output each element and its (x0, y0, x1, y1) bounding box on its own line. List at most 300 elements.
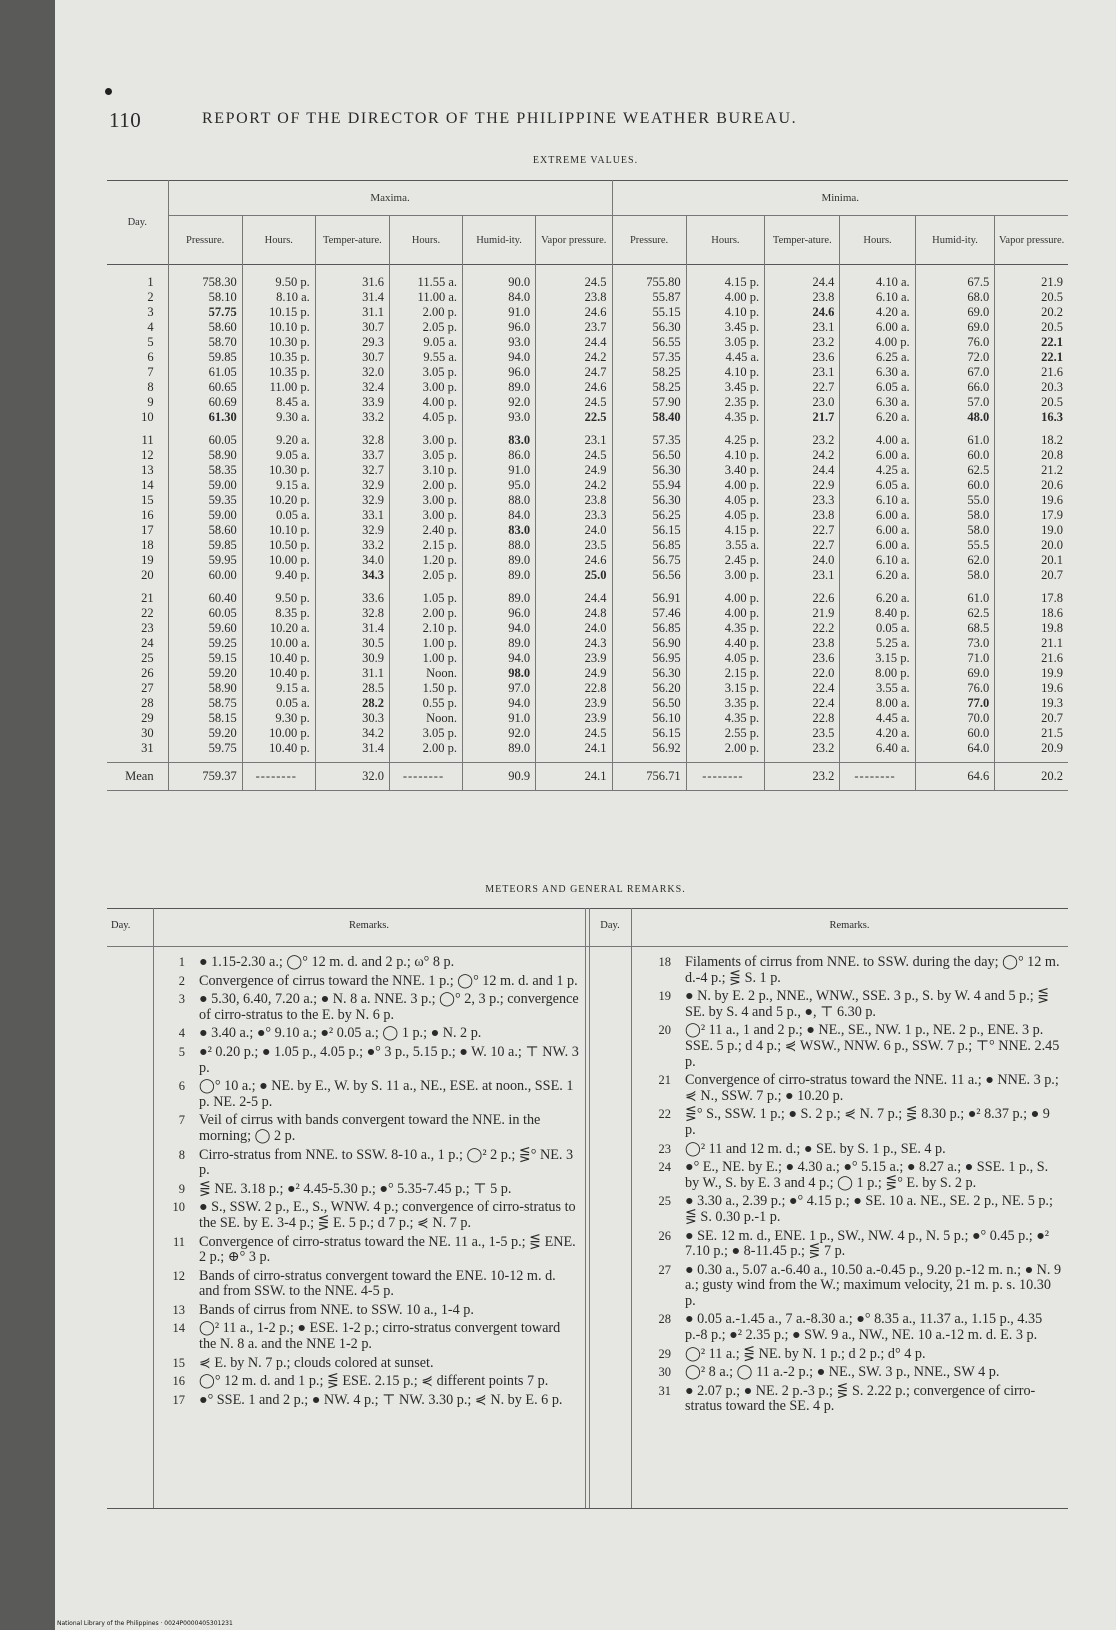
day-cell: 13 (141, 463, 154, 477)
value-cell: 10.00 p. (242, 726, 315, 741)
value-cell: 4.15 p. (686, 265, 765, 291)
table-row (107, 265, 1068, 291)
column-header: Hours. (686, 216, 765, 265)
remark-day: 23 (658, 1141, 671, 1156)
value-cell: 89.0 (463, 741, 536, 763)
remark-text: Bands of cirrus from NNE. to SSW. 10 a., 1-4 p. (199, 1301, 474, 1318)
value-cell: 60.65 (168, 380, 242, 395)
value-cell: 59.20 (168, 726, 242, 741)
value-cell: 23.2 (765, 335, 840, 350)
value-cell: 24.1 (536, 741, 612, 763)
value-cell: 3.55 a. (686, 538, 765, 553)
remark-entry (658, 1345, 1063, 1363)
table-row (107, 335, 1068, 350)
value-cell: 21.2 (995, 463, 1068, 478)
value-cell: 57.90 (612, 395, 686, 410)
value-cell: 60.05 (168, 606, 242, 621)
value-cell: 71.0 (915, 651, 995, 666)
value-cell: 3.55 a. (840, 681, 915, 696)
remark-day: 20 (658, 1023, 671, 1038)
value-cell: 33.2 (315, 410, 389, 425)
rule (107, 1508, 1068, 1509)
value-cell: 31.1 (315, 666, 389, 681)
value-cell: 97.0 (463, 681, 536, 696)
value-cell: 23.8 (765, 290, 840, 305)
day-cell: 14 (141, 478, 154, 492)
value-cell: 56.55 (612, 335, 686, 350)
day-cell: 9 (147, 395, 154, 409)
value-cell: 2.35 p. (686, 395, 765, 410)
table-row (107, 636, 1068, 651)
column-header: Temper-ature. (315, 216, 389, 265)
remark-entry (172, 1320, 579, 1353)
value-cell: 9.15 a. (242, 478, 315, 493)
value-cell: 94.0 (463, 350, 536, 365)
value-cell: 3.35 p. (686, 696, 765, 711)
value-cell: 24.5 (536, 448, 612, 463)
value-cell: 1.00 p. (389, 651, 462, 666)
remark-text: ●² 0.20 p.; ● 1.05 p., 4.05 p.; ●° 3 p., 5.15 p.; ● W. 10 a.; ⊤ NW. 3 p. (199, 1043, 579, 1076)
value-cell: 3.05 p. (389, 365, 462, 380)
value-cell: 69.0 (915, 320, 995, 335)
value-cell: 23.7 (536, 320, 612, 335)
value-cell: 3.00 p. (686, 568, 765, 583)
remark-day: 4 (178, 1026, 185, 1041)
value-cell: 6.40 a. (840, 741, 915, 763)
table-row (107, 380, 1068, 395)
value-cell: 91.0 (463, 711, 536, 726)
rule (107, 946, 1068, 947)
value-cell: 4.05 p. (389, 410, 462, 425)
table-row (107, 523, 1068, 538)
value-cell: 58.0 (915, 568, 995, 583)
value-cell: 4.25 a. (840, 463, 915, 478)
value-cell: 29.3 (315, 335, 389, 350)
value-cell: 23.8 (536, 493, 612, 508)
value-cell: 4.10 p. (686, 365, 765, 380)
value-cell: 11.00 a. (389, 290, 462, 305)
value-cell: 6.25 a. (840, 350, 915, 365)
remarks-left-column (172, 954, 579, 1411)
value-cell: 16.3 (995, 410, 1068, 425)
table-row (107, 741, 1068, 763)
value-cell: 58.0 (915, 523, 995, 538)
value-cell: 10.30 p. (242, 335, 315, 350)
day-cell: 4 (147, 320, 154, 334)
value-cell: 9.30 p. (242, 711, 315, 726)
value-cell: 22.8 (536, 681, 612, 696)
value-cell: 3.05 p. (389, 448, 462, 463)
value-cell: 24.7 (536, 365, 612, 380)
value-cell: 56.50 (612, 696, 686, 711)
remark-day: 31 (658, 1383, 671, 1398)
value-cell: 56.30 (612, 320, 686, 335)
value-cell: 56.50 (612, 448, 686, 463)
day-cell: 24 (141, 636, 154, 650)
value-cell: 61.30 (168, 410, 242, 425)
remark-text: Convergence of cirrus toward the NNE. 1 p.; ◯° 12 m. d. and 1 p. (199, 972, 578, 989)
value-cell: 24.8 (536, 606, 612, 621)
remark-text: ● N. by E. 2 p., NNE., WNW., SSE. 3 p., S. by W. 4 and 5 p.; ⋚ SE. by S. 4 and 5 p., ●, ⊤ 6.30 p. (685, 988, 1050, 1020)
remark-entry (172, 1267, 579, 1300)
value-cell: Noon. (389, 711, 462, 726)
value-cell: 55.0 (915, 493, 995, 508)
remark-day: 28 (658, 1312, 671, 1327)
value-cell: 24.2 (536, 478, 612, 493)
value-cell: 23.9 (536, 711, 612, 726)
value-cell: 30.7 (315, 320, 389, 335)
page-number: 110 (109, 108, 142, 132)
value-cell: 4.20 a. (840, 726, 915, 741)
value-cell: 96.0 (463, 320, 536, 335)
remark-day: 27 (658, 1262, 671, 1277)
remark-text: ● 1.15-2.30 a.; ◯° 12 m. d. and 2 p.; ω° 8 p. (199, 954, 455, 970)
value-cell: 3.00 p. (389, 508, 462, 523)
day-cell: 12 (141, 448, 154, 462)
value-cell: 58.60 (168, 523, 242, 538)
value-cell: 22.7 (765, 538, 840, 553)
value-cell: 2.45 p. (686, 553, 765, 568)
remark-text: Cirro-stratus from NNE. to SSW. 8-10 a., 1 p.; ◯² 2 p.; ⋚° NE. 3 p. (199, 1146, 574, 1179)
table-row (107, 350, 1068, 365)
value-cell: 59.15 (168, 651, 242, 666)
column-header: Hours. (389, 216, 462, 265)
day-cell: 20 (141, 568, 154, 582)
value-cell: 3.15 p. (840, 651, 915, 666)
remark-entry (178, 991, 579, 1023)
value-cell: 24.2 (765, 448, 840, 463)
value-cell: 32.4 (315, 380, 389, 395)
value-cell: 2.40 p. (389, 523, 462, 538)
remark-text: ◯² 11 a., 1-2 p.; ● ESE. 1-2 p.; cirro-stratus convergent toward the N. 8 a. and the NNE 1-2 p. (199, 1320, 561, 1353)
value-cell: 4.35 p. (686, 711, 765, 726)
value-cell: 20.5 (995, 320, 1068, 335)
value-cell: 28.2 (315, 696, 389, 711)
value-cell: 33.7 (315, 448, 389, 463)
value-cell: 4.00 p. (840, 335, 915, 350)
remark-entry (172, 1199, 579, 1231)
value-cell: 22.7 (765, 380, 840, 395)
value-cell: 56.25 (612, 508, 686, 523)
value-cell: 98.0 (463, 666, 536, 681)
value-cell: 3.45 p. (686, 380, 765, 395)
day-cell: 26 (141, 666, 154, 680)
remark-text: ⋚° S., SSW. 1 p.; ● S. 2 p.; ⋞ N. 7 p.; ⋚ 8.30 p.; ●² 8.37 p.; ● 9 p. (685, 1106, 1050, 1138)
value-cell: 10.10 p. (242, 320, 315, 335)
value-cell: 2.00 p. (389, 741, 462, 763)
column-rule (589, 908, 590, 1508)
value-cell: Noon. (389, 666, 462, 681)
value-cell: 94.0 (463, 621, 536, 636)
value-cell: 22.6 (765, 583, 840, 606)
value-cell: 60.40 (168, 583, 242, 606)
value-cell: 23.8 (765, 508, 840, 523)
value-cell: 20.7 (995, 568, 1068, 583)
day-cell: 21 (141, 591, 154, 605)
value-cell: 23.5 (536, 538, 612, 553)
remark-entry (658, 988, 1063, 1020)
value-cell: 28.5 (315, 681, 389, 696)
remark-text: ● 0.30 a., 5.07 a.-6.40 a., 10.50 a.-0.45 p., 9.20 p.-12 m. n.; ● N. 9 a.; gusty wind from the W.; maximum velocity, 21 m. p. s. 10.30 p. (685, 1261, 1062, 1309)
value-cell: 32.9 (315, 478, 389, 493)
value-cell: 4.05 p. (686, 508, 765, 523)
remarks-right-column (658, 954, 1063, 1418)
value-cell: 57.75 (168, 305, 242, 320)
value-cell: 3.10 p. (389, 463, 462, 478)
value-cell: 22.8 (765, 711, 840, 726)
value-cell: 93.0 (463, 335, 536, 350)
remark-day: 24 (658, 1160, 671, 1175)
value-cell: 94.0 (463, 696, 536, 711)
value-cell: 21.6 (995, 651, 1068, 666)
value-cell: 17.9 (995, 508, 1068, 523)
table-row (107, 320, 1068, 335)
remark-entry (658, 1193, 1063, 1225)
remark-day: 22 (658, 1107, 671, 1122)
day-cell: 27 (141, 681, 154, 695)
remark-entry (658, 1106, 1063, 1138)
table-row (107, 621, 1068, 636)
remarks-header-right: Remarks. (829, 920, 870, 931)
value-cell: 58.0 (915, 508, 995, 523)
value-cell: 9.15 a. (242, 681, 315, 696)
value-cell: 24.0 (765, 553, 840, 568)
day-header: Day. (127, 217, 147, 228)
remark-entry (178, 1146, 579, 1179)
value-cell: 21.1 (995, 636, 1068, 651)
day-cell: 2 (147, 290, 154, 304)
mean-cell: -------- (389, 763, 462, 791)
remark-text: ● 3.40 a.; ●° 9.10 a.; ●² 0.05 a.; ◯ 1 p.; ● N. 2 p. (199, 1025, 482, 1042)
column-header: Humid-ity. (915, 216, 995, 265)
value-cell: 34.2 (315, 726, 389, 741)
day-cell: 7 (147, 365, 154, 379)
value-cell: 68.0 (915, 290, 995, 305)
value-cell: 23.6 (765, 651, 840, 666)
value-cell: 10.00 p. (242, 553, 315, 568)
value-cell: 89.0 (463, 380, 536, 395)
value-cell: 19.6 (995, 493, 1068, 508)
remark-entry (658, 1072, 1063, 1104)
value-cell: 33.1 (315, 508, 389, 523)
value-cell: 6.00 a. (840, 523, 915, 538)
value-cell: 24.5 (536, 726, 612, 741)
value-cell: 4.35 p. (686, 621, 765, 636)
value-cell: 4.25 p. (686, 425, 765, 448)
remark-day: 30 (658, 1365, 671, 1380)
mean-cell: 759.37 (168, 763, 242, 791)
value-cell: 83.0 (463, 523, 536, 538)
value-cell: 4.10 p. (686, 305, 765, 320)
table-row (107, 425, 1068, 448)
value-cell: 20.9 (995, 741, 1068, 763)
remark-text: ◯° 12 m. d. and 1 p.; ⋚ ESE. 2.15 p.; ⋞ different points 7 p. (199, 1373, 549, 1390)
value-cell: 62.5 (915, 463, 995, 478)
value-cell: 8.00 p. (840, 666, 915, 681)
mean-cell: 756.71 (612, 763, 686, 791)
column-header: Temper-ature. (765, 216, 840, 265)
day-cell: 18 (141, 538, 154, 552)
value-cell: 60.69 (168, 395, 242, 410)
value-cell: 23.6 (765, 350, 840, 365)
value-cell: 2.10 p. (389, 621, 462, 636)
table-row (107, 395, 1068, 410)
value-cell: 56.85 (612, 538, 686, 553)
value-cell: 24.3 (536, 636, 612, 651)
remarks-day-header-right: Day. (600, 920, 620, 931)
value-cell: 59.00 (168, 478, 242, 493)
remark-text: Convergence of cirro-stratus toward the NE. 11 a., 1-5 p.; ⋚ ENE. 2 p.; ⊕° 3 p. (199, 1233, 576, 1266)
value-cell: 56.92 (612, 741, 686, 763)
value-cell: 60.00 (168, 568, 242, 583)
value-cell: 0.05 a. (242, 508, 315, 523)
value-cell: 58.40 (612, 410, 686, 425)
value-cell: 20.0 (995, 538, 1068, 553)
value-cell: 6.00 a. (840, 538, 915, 553)
value-cell: 19.6 (995, 681, 1068, 696)
value-cell: 56.85 (612, 621, 686, 636)
value-cell: 58.25 (612, 380, 686, 395)
value-cell: 6.05 a. (840, 380, 915, 395)
day-cell: 31 (141, 741, 154, 755)
day-cell: 25 (141, 651, 154, 665)
value-cell: 4.05 p. (686, 493, 765, 508)
remark-entry (172, 1354, 579, 1372)
value-cell: 10.15 p. (242, 305, 315, 320)
value-cell: 23.8 (765, 636, 840, 651)
remark-day: 7 (178, 1113, 185, 1128)
value-cell: 1.05 p. (389, 583, 462, 606)
value-cell: 58.70 (168, 335, 242, 350)
value-cell: 91.0 (463, 463, 536, 478)
remark-entry (658, 1140, 1063, 1158)
value-cell: 24.5 (536, 265, 612, 291)
value-cell: 70.0 (915, 711, 995, 726)
value-cell: 10.50 p. (242, 538, 315, 553)
remark-day: 14 (172, 1321, 185, 1336)
day-cell: 8 (147, 380, 154, 394)
value-cell: 32.9 (315, 493, 389, 508)
value-cell: 6.00 a. (840, 508, 915, 523)
value-cell: 22.7 (765, 523, 840, 538)
remark-entry (658, 1022, 1063, 1070)
value-cell: 31.4 (315, 621, 389, 636)
value-cell: 9.05 a. (389, 335, 462, 350)
value-cell: 23.9 (536, 696, 612, 711)
extreme-values-title: EXTREME VALUES. (532, 155, 639, 166)
day-cell: 1 (147, 275, 154, 289)
value-cell: 4.00 a. (840, 425, 915, 448)
table-row (107, 696, 1068, 711)
value-cell: 31.4 (315, 741, 389, 763)
day-cell: 28 (141, 696, 154, 710)
value-cell: 23.3 (765, 493, 840, 508)
value-cell: 10.30 p. (242, 463, 315, 478)
value-cell: 56.30 (612, 493, 686, 508)
remark-text: Bands of cirro-stratus convergent toward the ENE. 10-12 m. d. and from SSW. to the NNE. 4-5 p. (199, 1267, 556, 1300)
remark-text: ● SE. 12 m. d., ENE. 1 p., SW., NW. 4 p., N. 5 p.; ●° 0.45 p.; ●² 7.10 p.; ● 8-11.45 p.; ⋚ 7 p. (685, 1227, 1050, 1260)
value-cell: 2.55 p. (686, 726, 765, 741)
day-cell: 22 (141, 606, 154, 620)
value-cell: 62.0 (915, 553, 995, 568)
value-cell: 3.05 p. (686, 335, 765, 350)
remark-day: 11 (172, 1234, 185, 1249)
remark-entry (172, 1233, 579, 1266)
value-cell: 92.0 (463, 726, 536, 741)
value-cell: 69.0 (915, 305, 995, 320)
remark-text: ⋚ NE. 3.18 p.; ●² 4.45-5.30 p.; ●° 5.35-7.45 p.; ⊤ 5 p. (199, 1180, 512, 1197)
value-cell: 10.35 p. (242, 350, 315, 365)
value-cell: 95.0 (463, 478, 536, 493)
value-cell: 21.5 (995, 726, 1068, 741)
value-cell: 56.30 (612, 666, 686, 681)
value-cell: 86.0 (463, 448, 536, 463)
value-cell: 10.35 p. (242, 365, 315, 380)
mean-cell: -------- (840, 763, 915, 791)
value-cell: 58.15 (168, 711, 242, 726)
value-cell: 55.5 (915, 538, 995, 553)
day-cell: 5 (147, 335, 154, 349)
value-cell: 33.9 (315, 395, 389, 410)
remark-entry (658, 1364, 1063, 1381)
remarks-day-header-left: Day. (111, 920, 131, 931)
value-cell: 59.20 (168, 666, 242, 681)
value-cell: 23.8 (536, 290, 612, 305)
remark-text: ◯² 11 a., 1 and 2 p.; ● NE., SE., NW. 1 p., NE. 2 p., ENE. 3 p. SSE. 5 p.; d 4 p.; ⋞ WSW., NNW. 6 p., SSW. 7 p.; ⊤° NNE. 2.45 p. (685, 1022, 1060, 1070)
remark-text: ●° SSE. 1 and 2 p.; ● NW. 4 p.; ⊤ NW. 3.30 p.; ⋞ N. by E. 6 p. (199, 1391, 563, 1408)
value-cell: 24.2 (536, 350, 612, 365)
value-cell: 20.8 (995, 448, 1068, 463)
value-cell: 2.15 p. (686, 666, 765, 681)
value-cell: 4.00 p. (686, 583, 765, 606)
remark-text: ◯² 11 a.; ⋚ NE. by N. 1 p.; d 2 p.; d° 4 p. (685, 1345, 926, 1362)
table-row (107, 305, 1068, 320)
value-cell: 20.5 (995, 290, 1068, 305)
remark-text: ● 2.07 p.; ● NE. 2 p.-3 p.; ⋚ S. 2.22 p.; convergence of cirro-stratus toward the SE. 4 p. (685, 1382, 1036, 1415)
remark-text: ●° E., NE. by E.; ● 4.30 a.; ●° 5.15 a.; ● 8.27 a.; ● SSE. 1 p., S. by W., S. by E. 3 and 4 p.; ◯ 1 p.; ⋚° E. by S. 2 p. (685, 1159, 1049, 1191)
value-cell: 2.05 p. (389, 568, 462, 583)
remark-entry (178, 1043, 579, 1076)
remarks-table (107, 908, 1068, 1548)
remark-entry (178, 1025, 579, 1042)
value-cell: 88.0 (463, 538, 536, 553)
day-cell: 16 (141, 508, 154, 522)
value-cell: 58.25 (612, 365, 686, 380)
value-cell: 3.00 p. (389, 380, 462, 395)
value-cell: 31.1 (315, 305, 389, 320)
value-cell: 18.2 (995, 425, 1068, 448)
value-cell: 21.9 (765, 606, 840, 621)
value-cell: 3.00 p. (389, 493, 462, 508)
value-cell: 72.0 (915, 350, 995, 365)
remark-entry (178, 1112, 579, 1144)
table-row (107, 448, 1068, 463)
value-cell: 89.0 (463, 553, 536, 568)
remark-text: ● S., SSW. 2 p., E., S., WNW. 4 p.; convergence of cirro-stratus to the SE. by E. 3-4 p.; ⋚ E. 5 p.; d 7 p.; ⋞ N. 7 p. (199, 1199, 576, 1231)
value-cell: 10.40 p. (242, 741, 315, 763)
value-cell: 84.0 (463, 508, 536, 523)
value-cell: 3.40 p. (686, 463, 765, 478)
value-cell: 19.3 (995, 696, 1068, 711)
remark-text: ◯² 8 a.; ◯ 11 a.-2 p.; ● NE., SW. 3 p., NNE., SW 4 p. (685, 1364, 1000, 1381)
remark-day: 25 (658, 1194, 671, 1209)
remark-entry (172, 1391, 579, 1409)
extreme-values-table (107, 180, 1068, 791)
column-rule (631, 908, 632, 1508)
value-cell: 22.5 (536, 410, 612, 425)
value-cell: 92.0 (463, 395, 536, 410)
column-rule (585, 908, 586, 1508)
